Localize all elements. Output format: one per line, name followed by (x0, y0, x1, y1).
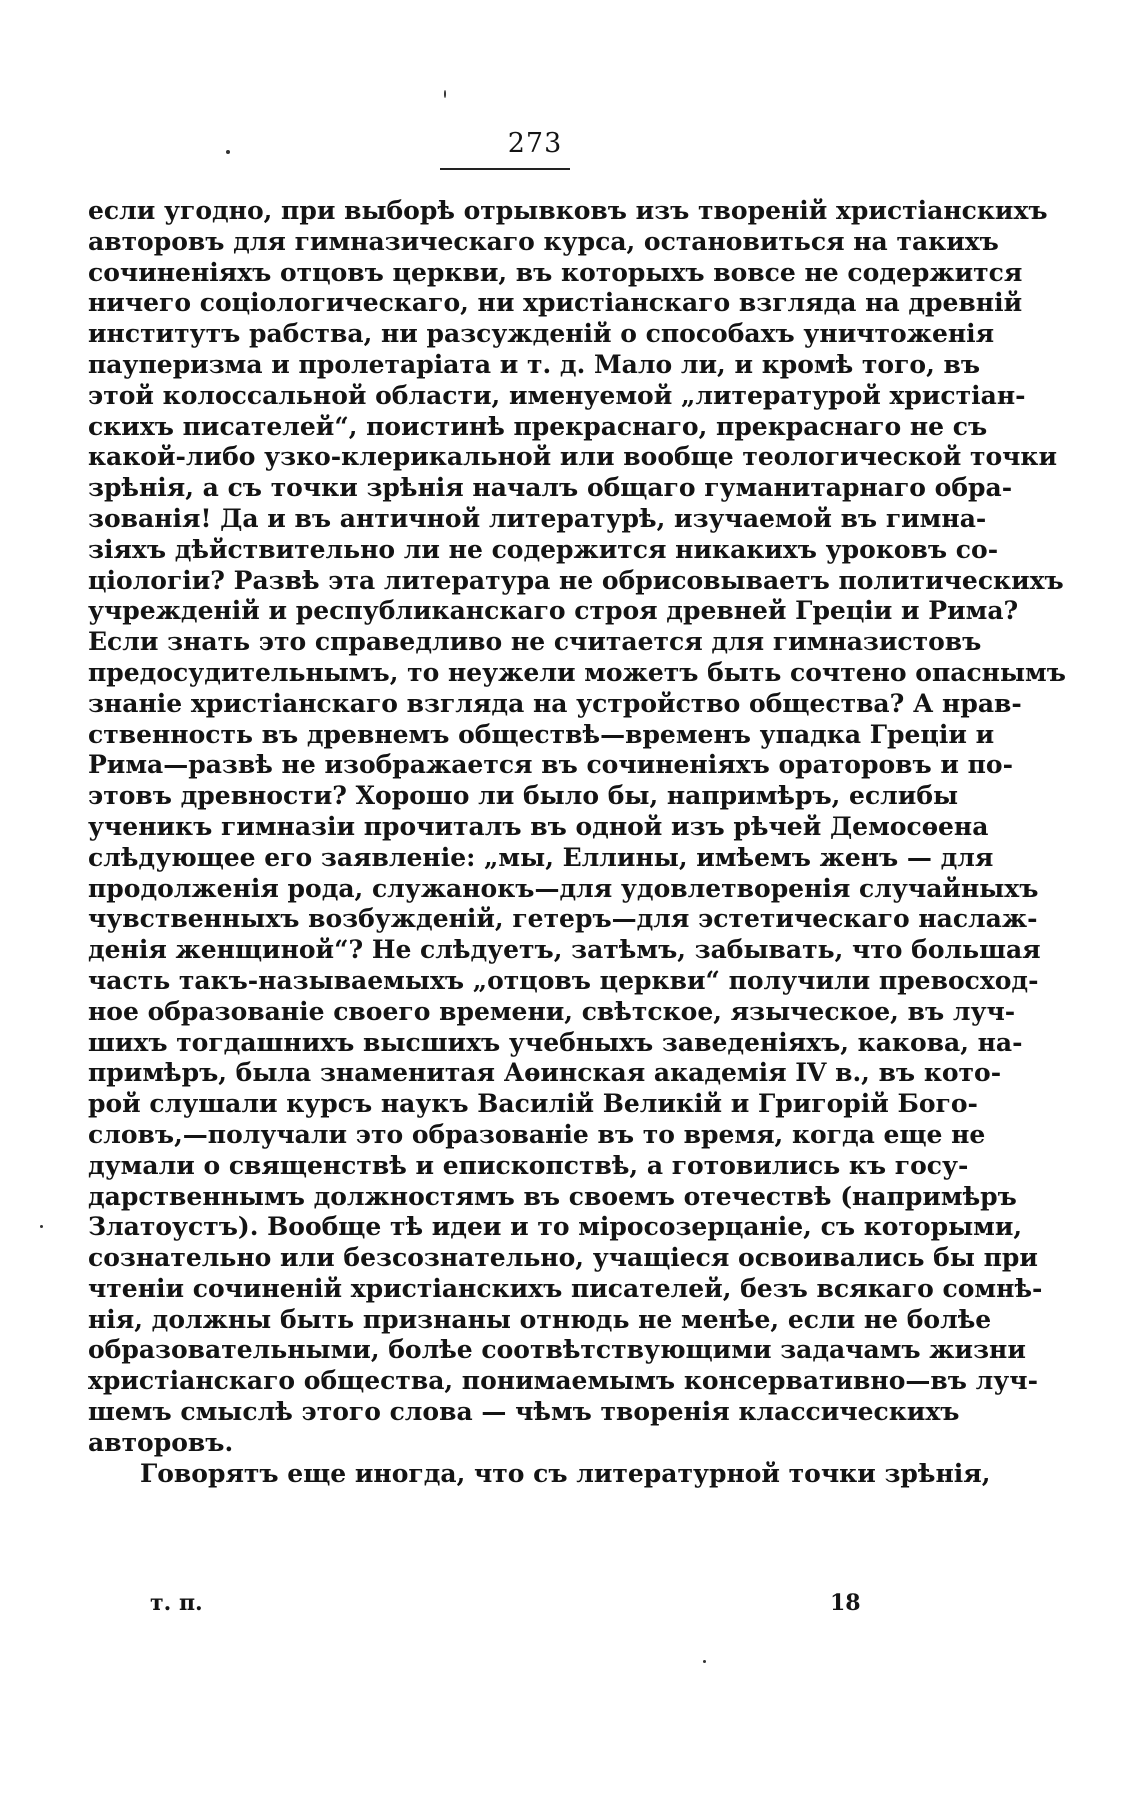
text-line: Златоустъ). Вообще тѣ идеи и то міросозерцаніе, съ которыми, (88, 1212, 1023, 1242)
scan-speck (226, 150, 230, 154)
text-line: Говорятъ еще иногда, что съ литературной точки зрѣнія, (140, 1458, 991, 1488)
text-line: этой колоссальной области, именуемой „литературой христіан- (88, 380, 1026, 410)
text-line: христіанскаго общества, понимаемымъ консервативно—въ луч- (88, 1366, 1038, 1396)
text-line: денія женщиной“? Не слѣдуетъ, затѣмъ, забывать, что большая (88, 935, 1041, 965)
text-line: чувственныхъ возбужденій, гетеръ—для эстетическаго наслаж- (88, 904, 1038, 934)
text-line: предосудительнымъ, то неужели можетъ быть сочтено опаснымъ (88, 657, 1066, 687)
scan-speck (40, 1225, 43, 1228)
text-line: учрежденій и республиканскаго строя древней Греціи и Рима? (88, 596, 1019, 626)
text-line: ное образованіе своего времени, свѣтское, языческое, въ луч- (88, 996, 1016, 1026)
text-line: чтеніи сочиненій христіанскихъ писателей, безъ всякаго сомнѣ- (88, 1273, 1043, 1303)
text-line: какой-либо узко-клерикальной или вообще теологической точки (88, 442, 1058, 472)
text-line: слѣдующее его заявленіе: „мы, Еллины, имѣемъ женъ — для (88, 842, 994, 872)
text-line: знаніе христіанскаго взгляда на устройство общества? А нрав- (88, 688, 1022, 718)
text-line: Если знать это справедливо не считается для гимназистовъ (88, 627, 982, 657)
text-line: шемъ смыслѣ этого слова — чѣмъ творенія классическихъ (88, 1397, 960, 1427)
scan-speck (444, 90, 446, 98)
text-line: сознательно или безсознательно, учащіеся освоивались бы при (88, 1243, 1038, 1273)
volume-mark: т. п. (150, 1590, 203, 1616)
text-line: шихъ тогдашнихъ высшихъ учебныхъ заведеніяхъ, какова, на- (88, 1027, 1023, 1057)
text-line: институтъ рабства, ни разсужденій о способахъ уничтоженія (88, 319, 995, 349)
page-number: 273 (507, 128, 563, 159)
text-line: зіяхъ дѣйствительно ли не содержится никакихъ уроковъ со- (88, 534, 999, 564)
text-line: ученикъ гимназіи прочиталъ въ одной изъ рѣчей Демосѳена (88, 811, 989, 841)
text-line: продолженія рода, служанокъ—для удовлетворенія случайныхъ (88, 873, 1039, 903)
text-line: авторовъ. (88, 1427, 234, 1457)
text-line: думали о священствѣ и епископствѣ, а готовились къ госу- (88, 1150, 969, 1180)
text-line: авторовъ для гимназическаго курса, остановиться на такихъ (88, 226, 999, 256)
text-line: ничего соціологическаго, ни христіанскаго взгляда на древній (88, 288, 1023, 318)
text-line: образовательными, болѣе соотвѣтствующими задачамъ жизни (88, 1335, 1026, 1365)
text-line: примѣръ, была знаменитая Аѳинская академія IV в., въ кото- (88, 1058, 1002, 1088)
text-line: Рима—развѣ не изображается въ сочиненіяхъ ораторовъ и по- (88, 750, 1013, 780)
text-line: рой слушали курсъ наукъ Василій Великій и Григорій Бого- (88, 1089, 978, 1119)
text-line: ціологіи? Развѣ эта литература не обрисовываетъ политическихъ (88, 565, 1064, 595)
text-line: нія, должны быть признаны отнюдь не менѣе, если не болѣе (88, 1304, 992, 1334)
text-line: зрѣнія, а съ точки зрѣнія началъ общаго гуманитарнаго обра- (88, 473, 1013, 503)
text-line: дарственнымъ должностямъ въ своемъ отечествѣ (напримѣръ (88, 1181, 1017, 1211)
text-line: сочиненіяхъ отцовъ церкви, въ которыхъ вовсе не содержится (88, 257, 1023, 287)
scan-speck (703, 1660, 706, 1663)
text-line: если угодно, при выборѣ отрывковъ изъ твореній христіанскихъ (88, 196, 1048, 225)
page-number-rule (440, 168, 570, 170)
body-text (88, 196, 1066, 1489)
text-line: словъ,—получали это образованіе въ то время, когда еще не (88, 1119, 986, 1149)
signature-mark: 18 (830, 1590, 861, 1616)
text-line: скихъ писателей“, поистинѣ прекраснаго, прекраснаго не съ (88, 411, 988, 441)
text-line: этовъ древности? Хорошо ли было бы, напримѣръ, еслибы (88, 781, 959, 811)
text-line: пауперизма и пролетаріата и т. д. Мало ли, и кромѣ того, въ (88, 349, 981, 379)
text-line: часть такъ-называемыхъ „отцовъ церкви“ получили превосход- (88, 965, 1039, 995)
text-line: зованія! Да и въ античной литературѣ, изучаемой въ гимна- (88, 503, 987, 533)
text-line: ственность въ древнемъ обществѣ—временъ упадка Греціи и (88, 719, 995, 749)
